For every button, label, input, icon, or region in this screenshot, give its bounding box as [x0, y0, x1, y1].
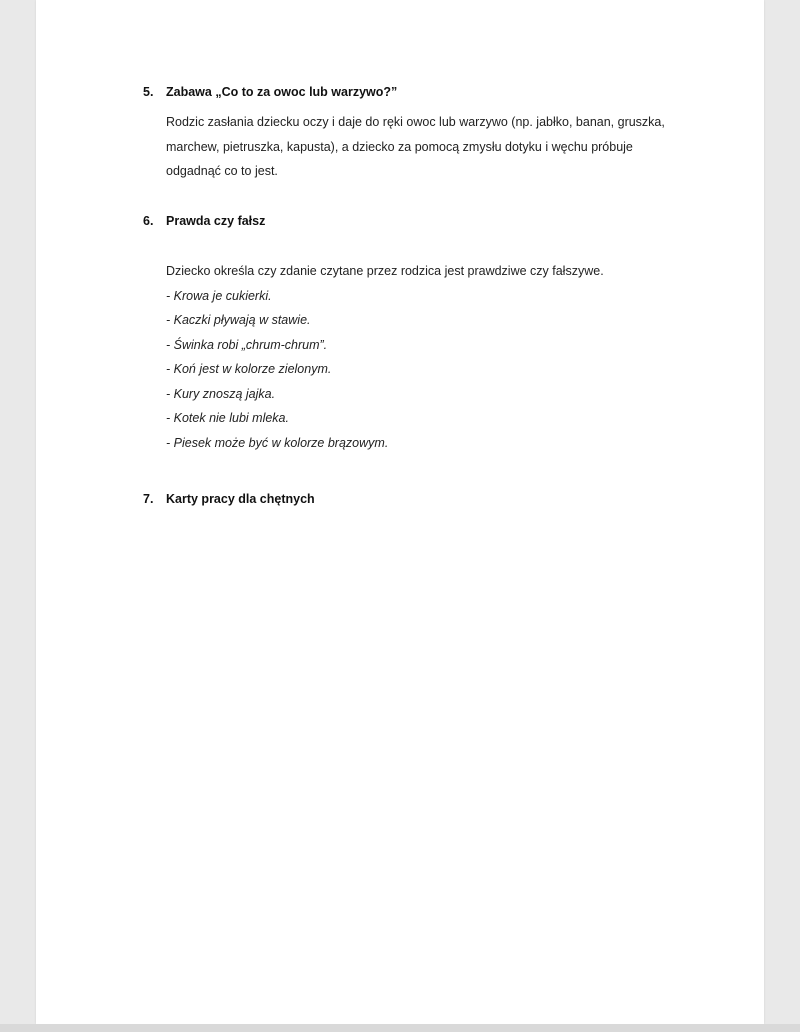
list-item: - Kotek nie lubi mleka.: [166, 411, 289, 425]
section-number: 6.: [143, 214, 154, 228]
page-bottom-edge: [0, 1024, 800, 1032]
list-item: - Krowa je cukierki.: [166, 288, 272, 303]
section-heading: [36, 82, 764, 102]
list-intro: Dziecko określa czy zdanie czytane przez rodzica jest prawdziwe czy fałszywe.: [166, 264, 604, 278]
section-number: 7.: [143, 492, 154, 506]
list-item: - Piesek może być w kolorze brązowym.: [166, 435, 389, 450]
list-item: - Kury znoszą jajka.: [166, 386, 276, 401]
list-item: - Kaczki pływają w stawie.: [166, 313, 311, 327]
section-number: 5.: [143, 85, 154, 99]
paragraph-line: odgadnąć co to jest.: [166, 164, 278, 178]
section-heading: [36, 211, 764, 231]
section-title: Prawda czy fałsz: [166, 214, 266, 228]
section-paragraph: [166, 110, 686, 184]
section-5: [36, 82, 764, 178]
paragraph-line: marchew, pietruszka, kapusta), a dziecko za pomocą zmysłu dotyku i węchu próbuje: [166, 139, 633, 154]
true-false-list: [166, 259, 604, 455]
list-item: - Koń jest w kolorze zielonym.: [166, 362, 332, 376]
section-heading: [36, 489, 764, 509]
section-6: [36, 211, 764, 450]
paragraph-line: Rodzic zasłania dziecku oczy i daje do ręki owoc lub warzywo (np. jabłko, banan, gruszka,: [166, 115, 665, 129]
list-item: - Świnka robi „chrum-chrum”.: [166, 337, 328, 352]
section-title: Zabawa „Co to za owoc lub warzywo?”: [166, 85, 398, 99]
section-7: [36, 489, 764, 509]
document-page: [36, 0, 764, 1024]
section-title: Karty pracy dla chętnych: [166, 492, 315, 506]
